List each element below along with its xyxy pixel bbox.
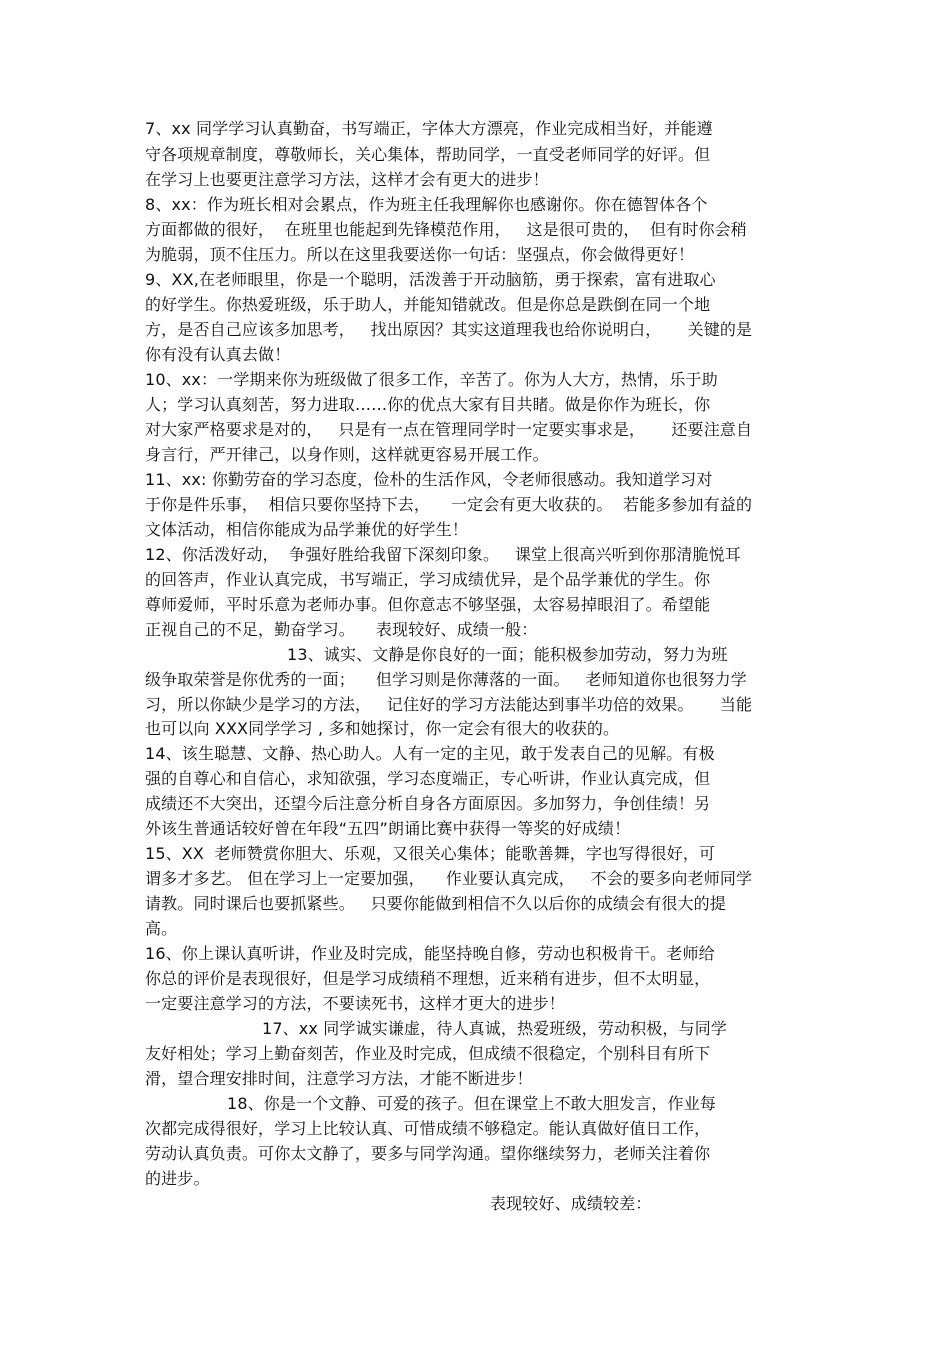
text-line: 次都完成得很好，学习上比较认真、可惜成绩不够稳定。能认真做好值日工作， xyxy=(145,1119,711,1138)
text-line: 人；学习认真刻苦，努力进取……你的优点大家有目共睹。做是你作为班长，你 xyxy=(145,395,711,414)
text-line: 劳动认真负责。可你太文静了，要多与同学沟通。望你继续努力，老师关注着你 xyxy=(145,1144,711,1163)
section-heading: 表现较好、成绩较差： xyxy=(490,1194,652,1213)
text-line: 高。 xyxy=(145,919,178,938)
text-line: 谓多才多艺。 但在学习上一定要加强， 作业要认真完成， 不会的要多向老师同学 xyxy=(145,869,753,888)
text-line: 9、XX,在老师眼里，你是一个聪明，活泼善于开动脑筋，勇于探索，富有进取心 xyxy=(145,270,716,289)
text-line: 在学习上也要更注意学习方法，这样才会有更大的进步！ xyxy=(145,170,549,189)
text-line: 你有没有认真去做！ xyxy=(145,345,291,364)
text-line: 级争取荣誉是你优秀的一面； 但学习则是你薄落的一面。 老师知道你也很努力学 xyxy=(145,670,747,689)
text-line: 15、XX 老师赞赏你胆大、乐观，又很关心集体；能歌善舞，字也写得很好，可 xyxy=(145,844,716,863)
text-line: 方，是否自己应该多加思考， 找出原因？其实这道理我也给你说明白， 关键的是 xyxy=(145,320,753,339)
text-line: 方面都做的很好， 在班里也能起到先锋模范作用， 这是很可贵的， 但有时你会稍 xyxy=(145,220,747,239)
text-line: 8、xx：作为班长相对会累点，作为班主任我理解你也感谢你。你在德智体各个 xyxy=(145,195,708,214)
text-line: 友好相处；学习上勤奋刻苦，作业及时完成，但成绩不很稳定，个别科目有所下 xyxy=(145,1044,711,1063)
text-line: 14、该生聪慧、文静、热心助人。人有一定的主见，敢于发表自己的见解。有极 xyxy=(145,744,715,763)
text-line: 也可以向 XXX同学学习 , 多和她探讨，你一定会有很大的收获的。 xyxy=(145,719,620,738)
text-line: 成绩还不大突出，还望今后注意分析自身各方面原因。多加努力，争创佳绩！另 xyxy=(145,794,711,813)
text-line: 10、xx：一学期来你为班级做了很多工作，辛苦了。你为人大方，热情，乐于助 xyxy=(145,370,718,389)
text-line: 守各项规章制度，尊敬师长，关心集体，帮助同学，一直受老师同学的好评。但 xyxy=(145,145,711,164)
text-line: 请教。同时课后也要抓紧些。 只要你能做到相信不久以后你的成绩会有很大的提 xyxy=(145,894,726,913)
text-line: 外该生普通话较好曾在年段“五四”朗诵比赛中获得一等奖的好成绩！ xyxy=(145,819,631,838)
text-line: 7、xx 同学学习认真勤奋，书写端正，字体大方漂亮，作业完成相当好，并能遵 xyxy=(145,119,713,138)
text-line: 12、你活泼好动， 争强好胜给我留下深刻印象。 课堂上很高兴听到你那清脆悦耳 xyxy=(145,545,741,564)
text-line: 对大家严格要求是对的， 只是有一点在管理同学时一定要实事求是， 还要注意自 xyxy=(145,420,753,439)
text-line: 为脆弱，顶不住压力。所以在这里我要送你一句话：坚强点，你会做得更好！ xyxy=(145,245,695,264)
text-line: 强的自尊心和自信心，求知欲强，学习态度端正，专心听讲，作业认真完成，但 xyxy=(145,769,711,788)
text-line: 16、你上课认真听讲，作业及时完成，能坚持晚自修，劳动也积极肯干。老师给 xyxy=(145,944,715,963)
text-line: 13、诚实、文静是你良好的一面；能积极参加劳动，努力为班 xyxy=(287,645,728,664)
text-line: 尊师爱师，平时乐意为老师办事。但你意志不够坚强，太容易掉眼泪了。希望能 xyxy=(145,595,711,614)
text-line: 于你是件乐事， 相信只要你坚持下去， 一定会有更大收获的。 若能多参加有益的 xyxy=(145,495,753,514)
text-line: 11、xx: 你勤劳奋的学习态度，俭朴的生活作风，令老师很感动。我知道学习对 xyxy=(145,470,713,489)
text-line: 身言行，严开律己，以身作则，这样就更容易开展工作。 xyxy=(145,445,549,464)
text-line: 的回答声，作业认真完成，书写端正，学习成绩优异，是个品学兼优的学生。你 xyxy=(145,570,711,589)
text-line: 一定要注意学习的方法，不要读死书，这样才更大的进步！ xyxy=(145,994,565,1013)
text-line: 习，所以你缺少是学习的方法， 记住好的学习方法能达到事半功倍的效果。 当能 xyxy=(145,695,753,714)
text-line: 滑，望合理安排时间，注意学习方法，才能不断进步！ xyxy=(145,1069,533,1088)
text-line: 你总的评价是表现很好，但是学习成绩稍不理想，近来稍有进步，但不太明显， xyxy=(145,969,711,988)
text-line: 17、xx 同学诚实谦虚，待人真诚，热爱班级，劳动积极，与同学 xyxy=(262,1019,728,1038)
text-line: 文体活动，相信你能成为品学兼优的好学生！ xyxy=(145,520,469,539)
text-line: 18、你是一个文静、可爱的孩子。但在课堂上不敢大胆发言，作业每 xyxy=(227,1094,717,1113)
text-line: 的好学生。你热爱班级，乐于助人，并能知错就改。但是你总是跌倒在同一个地 xyxy=(145,295,711,314)
text-line: 正视自己的不足，勤奋学习。 表现较好、成绩一般： xyxy=(145,620,538,639)
text-line: 的进步。 xyxy=(145,1169,210,1188)
